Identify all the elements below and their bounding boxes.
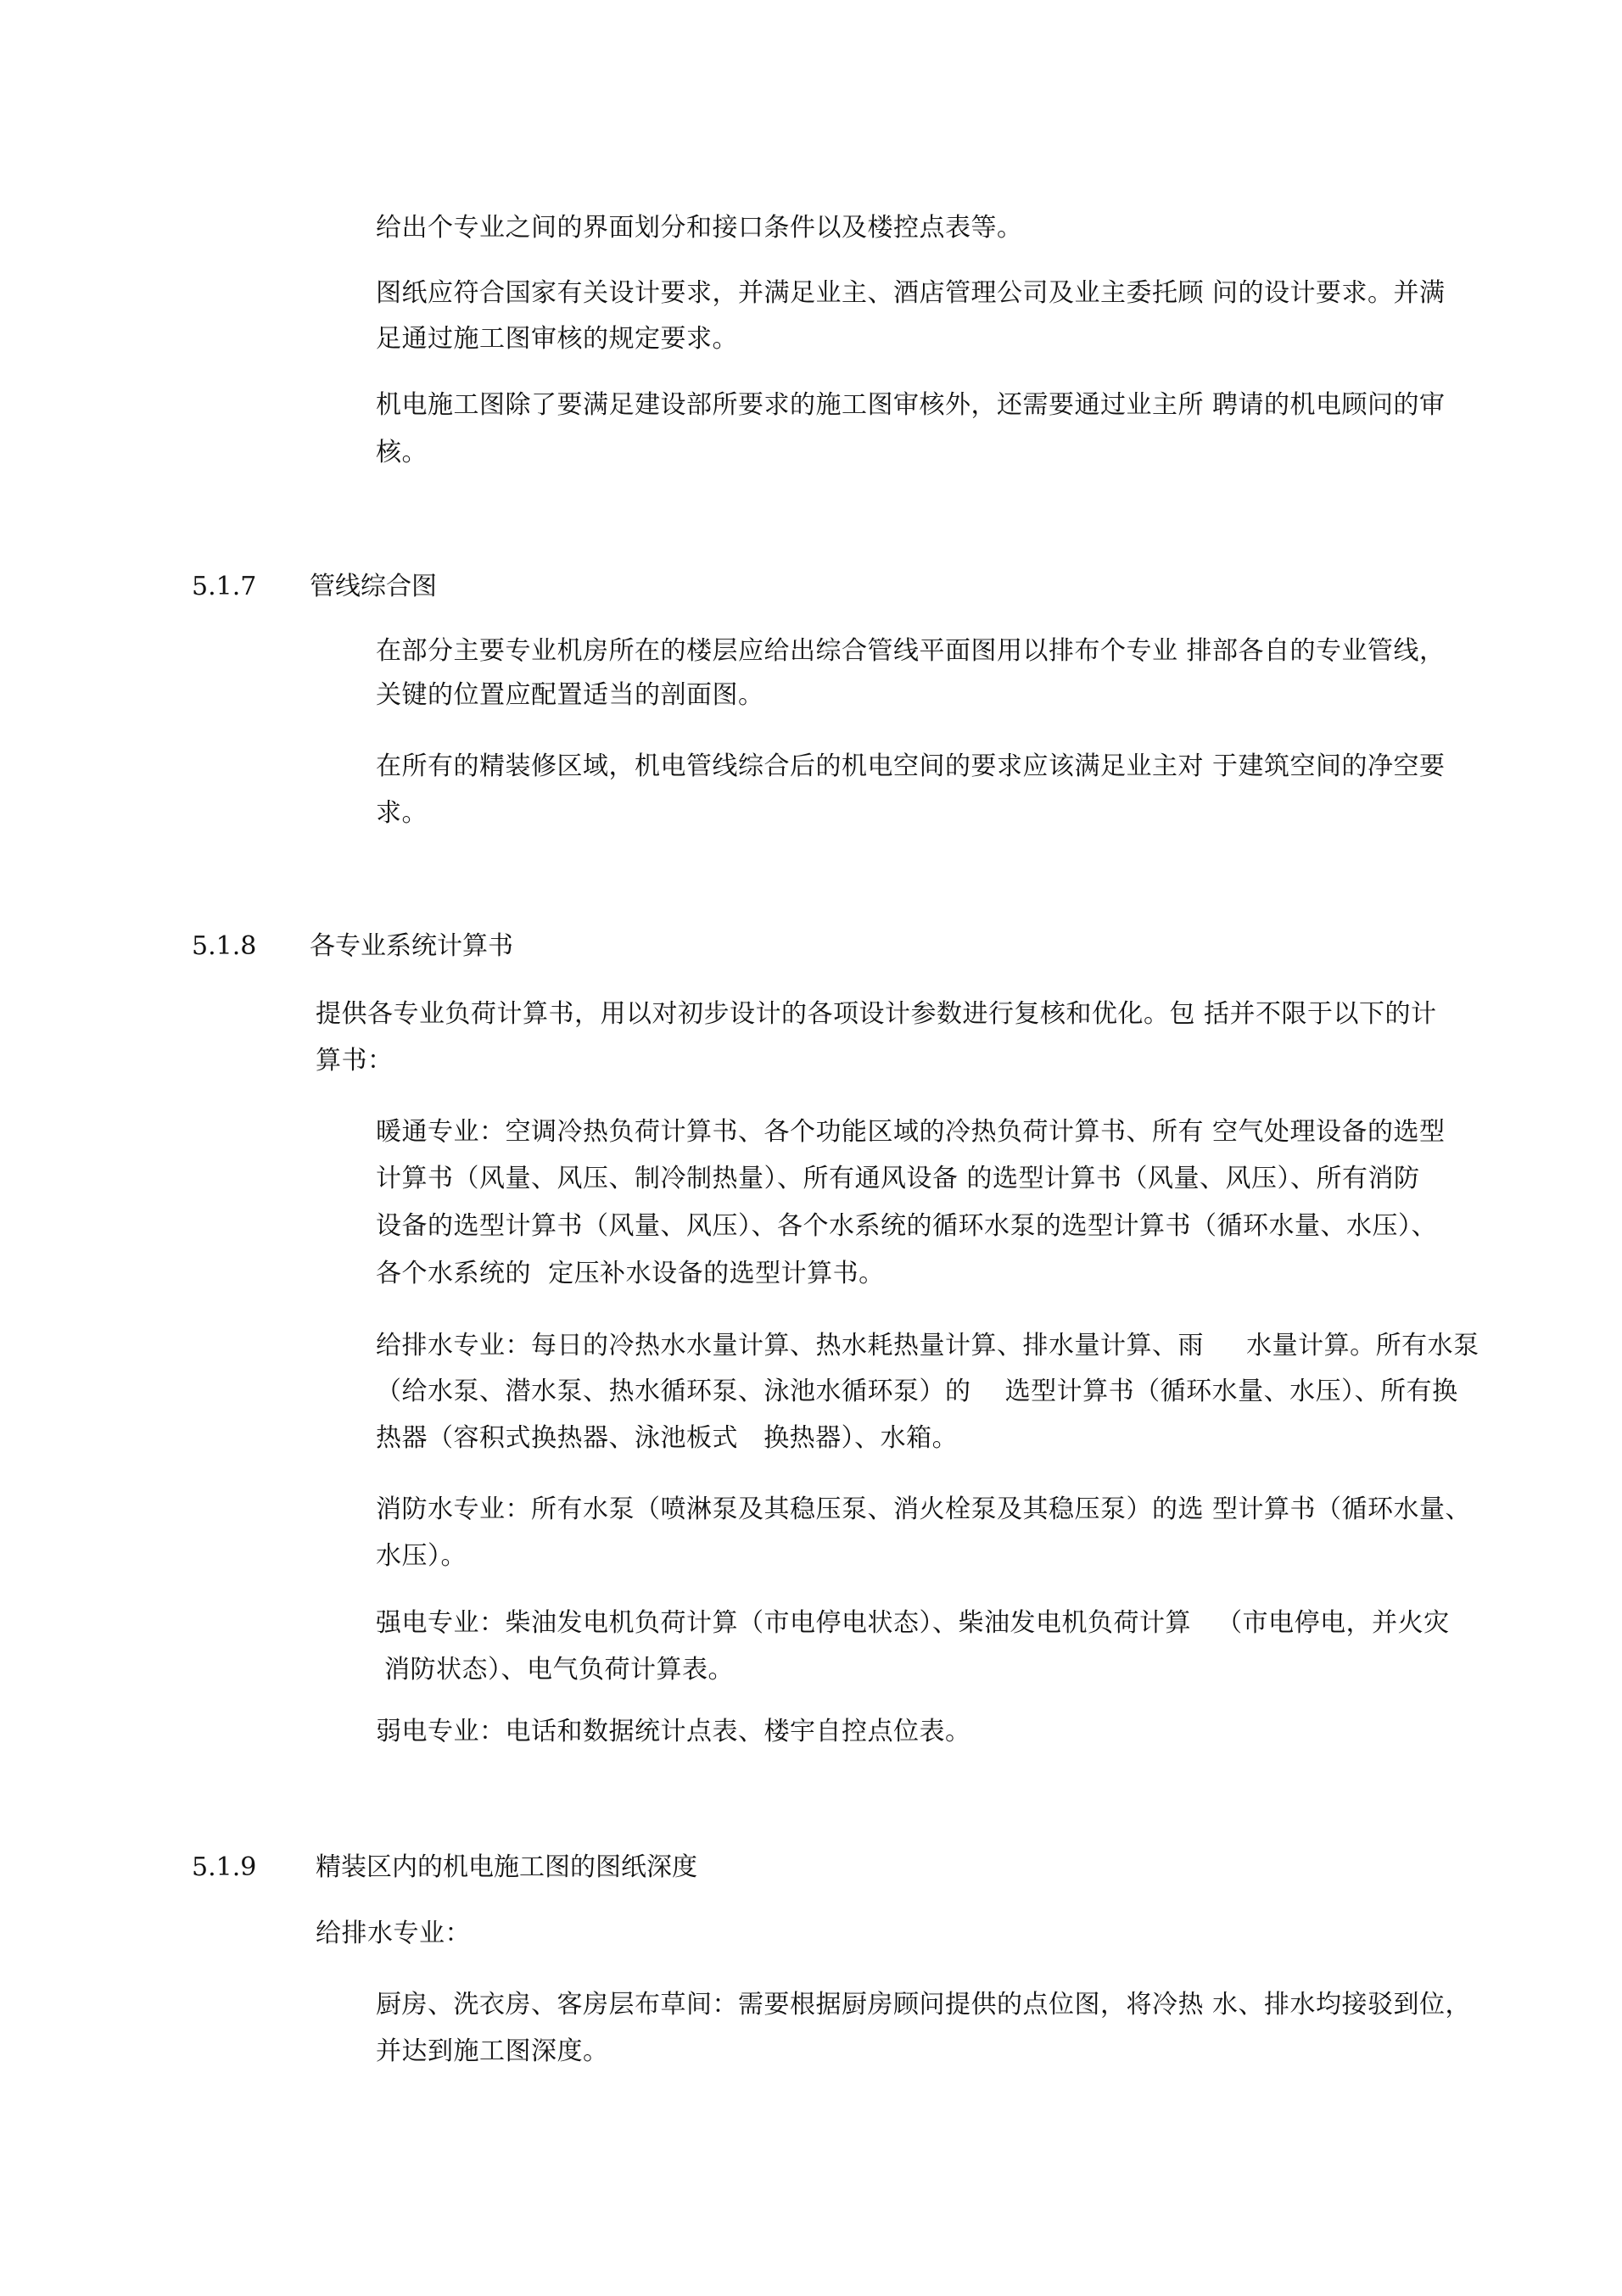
paragraph-line: （给水泵、潜水泵、热水循环泵、泳池水循环泵）的 选型计算书（循环水量、水压）、所有换 — [376, 1377, 1458, 1406]
paragraph-line: 水压）。 — [376, 1541, 467, 1571]
section-number: 5.1.9 — [192, 1852, 257, 1882]
paragraph-line: 提供各专业负荷计算书，用以对初步设计的各项设计参数进行复核和优化。包 括并不限于以下的计 — [316, 999, 1437, 1029]
paragraph-line: 关键的位置应配置适当的剖面图。 — [376, 680, 764, 710]
section-number: 5.1.8 — [192, 931, 257, 961]
paragraph-line: 给排水专业：每日的冷热水水量计算、热水耗热量计算、排水量计算、雨 水量计算。所有水泵 — [376, 1331, 1479, 1360]
paragraph-line: 给出个专业之间的界面划分和接口条件以及楼控点表等。 — [376, 213, 1023, 243]
paragraph-line: 图纸应符合国家有关设计要求，并满足业主、酒店管理公司及业主委托顾 问的设计要求。并满 — [376, 278, 1446, 308]
paragraph-line: 热器（容积式换热器、泳池板式 换热器）、水箱。 — [376, 1423, 959, 1453]
paragraph-line: 弱电专业：电话和数据统计点表、楼宇自控点位表。 — [376, 1717, 971, 1746]
paragraph-line: 机电施工图除了要满足建设部所要求的施工图审核外，还需要通过业主所 聘请的机电顾问的审 — [376, 390, 1446, 420]
paragraph-line: 核。 — [376, 438, 428, 467]
subheading: 给排水专业： — [316, 1919, 471, 1948]
paragraph-line: 设备的选型计算书（风量、风压）、各个水系统的循环水泵的选型计算书（循环水量、水压）、 — [376, 1211, 1437, 1241]
paragraph-line: 各个水系统的 定压补水设备的选型计算书。 — [376, 1259, 885, 1288]
paragraph-line: 消防水专业：所有水泵（喷淋泵及其稳压泵、消火栓泵及其稳压泵）的选 型计算书（循环水量、 — [376, 1494, 1472, 1524]
paragraph-line: 求。 — [376, 798, 428, 828]
section-title: 各专业系统计算书 — [310, 931, 513, 961]
paragraph-line: 暖通专业：空调冷热负荷计算书、各个功能区域的冷热负荷计算书、所有 空气处理设备的选型 — [376, 1117, 1446, 1147]
paragraph-line: 计算书（风量、风压、制冷制热量）、所有通风设备 的选型计算书（风量、风压）、所有消防 — [376, 1164, 1420, 1193]
paragraph-line: 并达到施工图深度。 — [376, 2036, 609, 2066]
paragraph-line: 在所有的精装修区域，机电管线综合后的机电空间的要求应该满足业主对 于建筑空间的净空要 — [376, 751, 1446, 781]
paragraph-line: 算书： — [316, 1046, 394, 1075]
paragraph-line: 厨房、洗衣房、客房层布草间：需要根据厨房顾问提供的点位图，将冷热 水、排水均接驳到位， — [376, 1990, 1472, 2019]
paragraph-line: 在部分主要专业机房所在的楼层应给出综合管线平面图用以排布个专业 排部各自的专业管线， — [376, 636, 1446, 666]
section-number: 5.1.7 — [192, 572, 257, 601]
section-title: 管线综合图 — [310, 572, 437, 601]
paragraph-line: 足通过施工图审核的规定要求。 — [376, 324, 738, 354]
section-title: 精装区内的机电施工图的图纸深度 — [316, 1852, 697, 1882]
paragraph-line: 消防状态）、电气负荷计算表。 — [376, 1655, 735, 1684]
paragraph-line: 强电专业：柴油发电机负荷计算（市电停电状态）、柴油发电机负荷计算 （市电停电，并火灾 — [376, 1608, 1450, 1638]
